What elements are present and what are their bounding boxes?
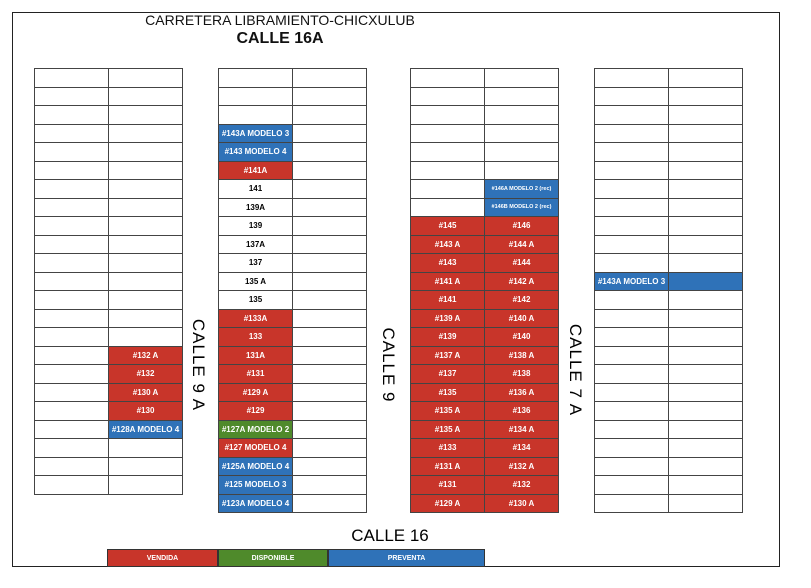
lot-cell	[411, 180, 485, 199]
lot-cell	[595, 180, 669, 199]
lot-row	[35, 87, 183, 106]
road-title: CARRETERA LIBRAMIENTO-CHICXULUB	[145, 12, 415, 28]
lot-cell	[35, 346, 109, 365]
lot-row	[219, 383, 367, 402]
lot-cell	[485, 106, 559, 125]
lot-cell: #143A MODELO 3	[219, 124, 293, 143]
lot-row	[411, 161, 559, 180]
lot-row	[411, 198, 559, 217]
lot-cell	[109, 180, 183, 199]
lot-cell	[669, 106, 743, 125]
lot-cell	[669, 309, 743, 328]
lot-row	[595, 161, 743, 180]
lot-cell: #125 MODELO 3	[219, 476, 293, 495]
lot-cell: #138 A	[485, 346, 559, 365]
lot-row	[35, 272, 183, 291]
lot-cell	[35, 198, 109, 217]
lot-row	[411, 420, 559, 439]
lot-row	[411, 309, 559, 328]
lot-cell: #130	[109, 402, 183, 421]
lot-cell	[595, 439, 669, 458]
lot-cell	[35, 124, 109, 143]
lot-cell: #123A MODELO 4	[219, 494, 293, 513]
lot-row	[35, 217, 183, 236]
lot-cell	[293, 235, 367, 254]
lot-cell: #137 A	[411, 346, 485, 365]
lot-cell: #146B MODELO 2 (rec)	[485, 198, 559, 217]
lot-cell: #135 A	[411, 420, 485, 439]
lot-cell	[293, 87, 367, 106]
lot-cell: #139	[411, 328, 485, 347]
lot-cell: #129 A	[219, 383, 293, 402]
lot-row	[411, 365, 559, 384]
lot-cell	[35, 309, 109, 328]
lot-row	[595, 476, 743, 495]
lot-row	[411, 69, 559, 88]
lot-row	[595, 420, 743, 439]
lot-row	[219, 457, 367, 476]
lot-cell: #141 A	[411, 272, 485, 291]
lot-cell	[293, 420, 367, 439]
lot-row	[595, 217, 743, 236]
lot-cell: #134 A	[485, 420, 559, 439]
lot-cell	[35, 328, 109, 347]
lot-cell: #143	[411, 254, 485, 273]
lot-cell	[293, 346, 367, 365]
lot-row	[595, 106, 743, 125]
lot-cell	[109, 69, 183, 88]
lot-cell	[595, 328, 669, 347]
lot-cell	[293, 124, 367, 143]
lot-cell: #135 A	[411, 402, 485, 421]
street-label-calle-9: CALLE 9	[379, 327, 398, 403]
lot-row	[35, 235, 183, 254]
lot-row	[411, 180, 559, 199]
lot-row	[35, 402, 183, 421]
lot-cell	[595, 235, 669, 254]
lot-cell	[411, 143, 485, 162]
lot-cell	[669, 143, 743, 162]
lot-row	[595, 494, 743, 513]
lot-cell	[35, 217, 109, 236]
lot-cell: #127 MODELO 4	[219, 439, 293, 458]
lot-row	[595, 309, 743, 328]
lot-cell	[109, 328, 183, 347]
lot-cell: #141	[411, 291, 485, 310]
lot-cell	[35, 420, 109, 439]
lot-cell	[35, 106, 109, 125]
lot-cell: #143 MODELO 4	[219, 143, 293, 162]
lot-cell	[669, 476, 743, 495]
lot-cell: 137	[219, 254, 293, 273]
lot-cell	[595, 291, 669, 310]
lot-cell	[219, 106, 293, 125]
lot-row	[219, 235, 367, 254]
lot-cell	[669, 161, 743, 180]
lot-row	[219, 254, 367, 273]
lot-cell: #132	[109, 365, 183, 384]
lot-cell	[595, 476, 669, 495]
lot-cell: #140 A	[485, 309, 559, 328]
lot-cell: #130 A	[109, 383, 183, 402]
lot-cell	[109, 235, 183, 254]
lot-row	[411, 494, 559, 513]
lot-row	[219, 143, 367, 162]
lot-cell: 141	[219, 180, 293, 199]
lot-cell: #133A	[219, 309, 293, 328]
lot-cell	[669, 365, 743, 384]
lot-row	[35, 420, 183, 439]
block-calle-9a-west	[34, 68, 183, 495]
lot-cell	[411, 124, 485, 143]
lot-cell	[293, 198, 367, 217]
lot-row	[35, 254, 183, 273]
lot-row	[411, 217, 559, 236]
lot-row	[35, 328, 183, 347]
lot-cell	[109, 143, 183, 162]
lot-row	[595, 346, 743, 365]
lot-row	[219, 439, 367, 458]
lot-row	[35, 291, 183, 310]
lot-cell	[293, 365, 367, 384]
lot-row	[219, 365, 367, 384]
lot-row	[595, 69, 743, 88]
lot-row	[219, 161, 367, 180]
lot-row	[219, 402, 367, 421]
lot-row	[219, 69, 367, 88]
lot-cell	[669, 217, 743, 236]
lot-cell	[595, 143, 669, 162]
lot-row	[35, 476, 183, 495]
lot-cell	[669, 383, 743, 402]
lot-cell	[35, 383, 109, 402]
lot-row	[411, 457, 559, 476]
lot-cell	[669, 439, 743, 458]
lot-cell: #142	[485, 291, 559, 310]
lot-cell	[669, 457, 743, 476]
lot-cell	[669, 198, 743, 217]
lot-cell	[485, 69, 559, 88]
lot-cell	[595, 402, 669, 421]
lot-row	[411, 291, 559, 310]
lot-cell	[485, 161, 559, 180]
lot-cell	[411, 69, 485, 88]
lot-cell	[595, 124, 669, 143]
lot-cell	[595, 457, 669, 476]
lot-cell: #131	[411, 476, 485, 495]
lot-cell	[669, 124, 743, 143]
lot-cell: #127A MODELO 2	[219, 420, 293, 439]
lot-cell	[669, 291, 743, 310]
lot-cell	[669, 69, 743, 88]
lot-row	[35, 161, 183, 180]
lot-cell: #143A MODELO 3	[595, 272, 669, 291]
lot-cell: #140	[485, 328, 559, 347]
lot-cell	[109, 476, 183, 495]
lot-cell	[293, 69, 367, 88]
block-calle-7a-east	[594, 68, 743, 513]
lot-cell	[293, 291, 367, 310]
lot-cell: #132	[485, 476, 559, 495]
lot-cell: #143 A	[411, 235, 485, 254]
lot-cell	[669, 272, 743, 291]
lot-cell	[293, 328, 367, 347]
lot-row	[35, 198, 183, 217]
lot-cell	[109, 254, 183, 273]
lot-cell: #132 A	[485, 457, 559, 476]
lot-row	[411, 235, 559, 254]
lot-cell	[109, 217, 183, 236]
lot-row	[595, 365, 743, 384]
lot-cell	[595, 106, 669, 125]
lot-row	[219, 106, 367, 125]
lot-row	[35, 457, 183, 476]
lot-row	[411, 254, 559, 273]
lot-row	[219, 198, 367, 217]
lot-cell	[595, 254, 669, 273]
lot-cell	[595, 420, 669, 439]
lot-cell	[669, 420, 743, 439]
lot-cell	[411, 198, 485, 217]
lot-cell: #129	[219, 402, 293, 421]
lot-row	[411, 143, 559, 162]
lot-cell: #138	[485, 365, 559, 384]
lot-cell	[293, 217, 367, 236]
lot-cell	[219, 69, 293, 88]
lot-cell	[595, 87, 669, 106]
lot-cell: #128A MODELO 4	[109, 420, 183, 439]
lot-row	[595, 180, 743, 199]
lot-cell	[293, 494, 367, 513]
lot-cell: #125A MODELO 4	[219, 457, 293, 476]
lot-row	[219, 328, 367, 347]
lot-row	[219, 124, 367, 143]
lot-cell	[109, 161, 183, 180]
lot-cell	[109, 272, 183, 291]
lot-row	[411, 106, 559, 125]
lot-cell	[293, 161, 367, 180]
lot-cell: 131A	[219, 346, 293, 365]
lot-row	[595, 291, 743, 310]
lot-cell: #137	[411, 365, 485, 384]
lot-row	[595, 235, 743, 254]
lot-row	[411, 476, 559, 495]
lot-cell: #131 A	[411, 457, 485, 476]
lot-cell: #129 A	[411, 494, 485, 513]
lot-row	[219, 272, 367, 291]
lot-cell	[109, 87, 183, 106]
lot-cell	[293, 383, 367, 402]
lot-row	[219, 217, 367, 236]
lot-cell: #132 A	[109, 346, 183, 365]
street-title-calle-16a: CALLE 16A	[236, 30, 324, 47]
lot-cell: 135	[219, 291, 293, 310]
lot-cell	[35, 439, 109, 458]
block-calle-9a-east	[218, 68, 367, 513]
lot-row	[219, 291, 367, 310]
lot-cell: 137A	[219, 235, 293, 254]
lot-cell: 139A	[219, 198, 293, 217]
lot-cell: 133	[219, 328, 293, 347]
lot-row	[595, 439, 743, 458]
lot-cell: #146	[485, 217, 559, 236]
lot-row	[411, 439, 559, 458]
lot-cell	[669, 180, 743, 199]
lot-cell	[595, 383, 669, 402]
lot-row	[219, 346, 367, 365]
lot-cell	[411, 106, 485, 125]
lot-row	[595, 402, 743, 421]
lot-cell	[35, 235, 109, 254]
lot-cell	[35, 457, 109, 476]
street-label-calle-16: CALLE 16	[351, 526, 429, 545]
lot-cell	[35, 365, 109, 384]
lot-row	[35, 143, 183, 162]
lot-row	[411, 383, 559, 402]
lot-cell: #146A MODELO 2 (rec)	[485, 180, 559, 199]
lot-cell	[411, 87, 485, 106]
lot-row	[35, 309, 183, 328]
lot-cell	[485, 124, 559, 143]
lot-cell	[293, 272, 367, 291]
lot-cell	[293, 457, 367, 476]
lot-cell: #139 A	[411, 309, 485, 328]
lot-cell	[595, 365, 669, 384]
lot-cell: #131	[219, 365, 293, 384]
lot-cell	[595, 198, 669, 217]
lot-row	[595, 328, 743, 347]
lot-row	[595, 143, 743, 162]
lot-row	[35, 365, 183, 384]
lot-cell	[219, 87, 293, 106]
lot-cell	[35, 143, 109, 162]
lot-cell	[293, 309, 367, 328]
lot-cell: #141A	[219, 161, 293, 180]
legend-preventa: PREVENTA	[328, 549, 485, 567]
lot-cell	[109, 309, 183, 328]
lot-cell	[595, 346, 669, 365]
lot-row	[411, 87, 559, 106]
street-label-calle-7a: CALLE 7 A	[566, 323, 585, 417]
lot-cell	[35, 476, 109, 495]
lot-cell	[669, 494, 743, 513]
lot-cell	[109, 457, 183, 476]
lot-cell	[35, 161, 109, 180]
lot-cell	[669, 254, 743, 273]
lot-cell	[595, 309, 669, 328]
legend	[107, 549, 485, 567]
lot-row	[35, 106, 183, 125]
lot-cell	[109, 106, 183, 125]
lot-row	[595, 87, 743, 106]
lot-cell: 135 A	[219, 272, 293, 291]
lot-row	[35, 383, 183, 402]
lot-cell	[109, 439, 183, 458]
lot-cell	[595, 69, 669, 88]
lot-row	[35, 439, 183, 458]
street-label-calle-9a: CALLE 9 A	[189, 318, 208, 412]
lot-row	[595, 254, 743, 273]
lot-cell	[293, 476, 367, 495]
lot-cell	[109, 291, 183, 310]
lot-cell	[293, 439, 367, 458]
lot-cell	[293, 180, 367, 199]
lot-cell	[35, 291, 109, 310]
lot-row	[219, 476, 367, 495]
lot-row	[411, 124, 559, 143]
legend-disponible: DISPONIBLE	[218, 549, 328, 567]
lot-cell	[109, 198, 183, 217]
lot-cell	[35, 87, 109, 106]
lot-row	[219, 180, 367, 199]
lot-cell	[485, 87, 559, 106]
lot-cell: #130 A	[485, 494, 559, 513]
lot-row	[595, 383, 743, 402]
lot-cell	[293, 254, 367, 273]
lot-cell	[595, 217, 669, 236]
lot-row	[219, 420, 367, 439]
lot-cell	[109, 124, 183, 143]
lot-row	[411, 346, 559, 365]
lot-row	[411, 402, 559, 421]
lot-cell	[669, 235, 743, 254]
lot-cell	[35, 180, 109, 199]
lot-row	[219, 87, 367, 106]
lot-cell: 139	[219, 217, 293, 236]
lot-row	[35, 69, 183, 88]
lot-cell: #144	[485, 254, 559, 273]
lot-cell	[35, 402, 109, 421]
lot-row	[595, 198, 743, 217]
lot-row	[35, 346, 183, 365]
lot-cell: #135	[411, 383, 485, 402]
lot-cell	[595, 161, 669, 180]
lot-row	[595, 124, 743, 143]
lot-cell: #142 A	[485, 272, 559, 291]
lot-cell	[293, 402, 367, 421]
lot-cell	[669, 346, 743, 365]
lot-row	[219, 309, 367, 328]
lot-row	[595, 457, 743, 476]
block-calle-9-east	[410, 68, 559, 513]
lot-cell	[669, 328, 743, 347]
lot-cell: #136 A	[485, 383, 559, 402]
lot-cell: #136	[485, 402, 559, 421]
lot-row	[219, 494, 367, 513]
lot-cell: #144 A	[485, 235, 559, 254]
lot-cell	[669, 402, 743, 421]
lot-cell	[669, 87, 743, 106]
lot-cell	[35, 69, 109, 88]
lot-cell: #133	[411, 439, 485, 458]
legend-vendida: VENDIDA	[107, 549, 218, 567]
lot-cell	[293, 143, 367, 162]
lot-row	[411, 272, 559, 291]
lot-row	[411, 328, 559, 347]
lot-cell	[293, 106, 367, 125]
lot-cell: #145	[411, 217, 485, 236]
lot-cell	[485, 143, 559, 162]
lot-cell	[411, 161, 485, 180]
lot-cell	[35, 272, 109, 291]
lot-row	[595, 272, 743, 291]
lot-cell	[595, 494, 669, 513]
lot-cell: #134	[485, 439, 559, 458]
lot-row	[35, 124, 183, 143]
lot-cell	[35, 254, 109, 273]
lot-row	[35, 180, 183, 199]
